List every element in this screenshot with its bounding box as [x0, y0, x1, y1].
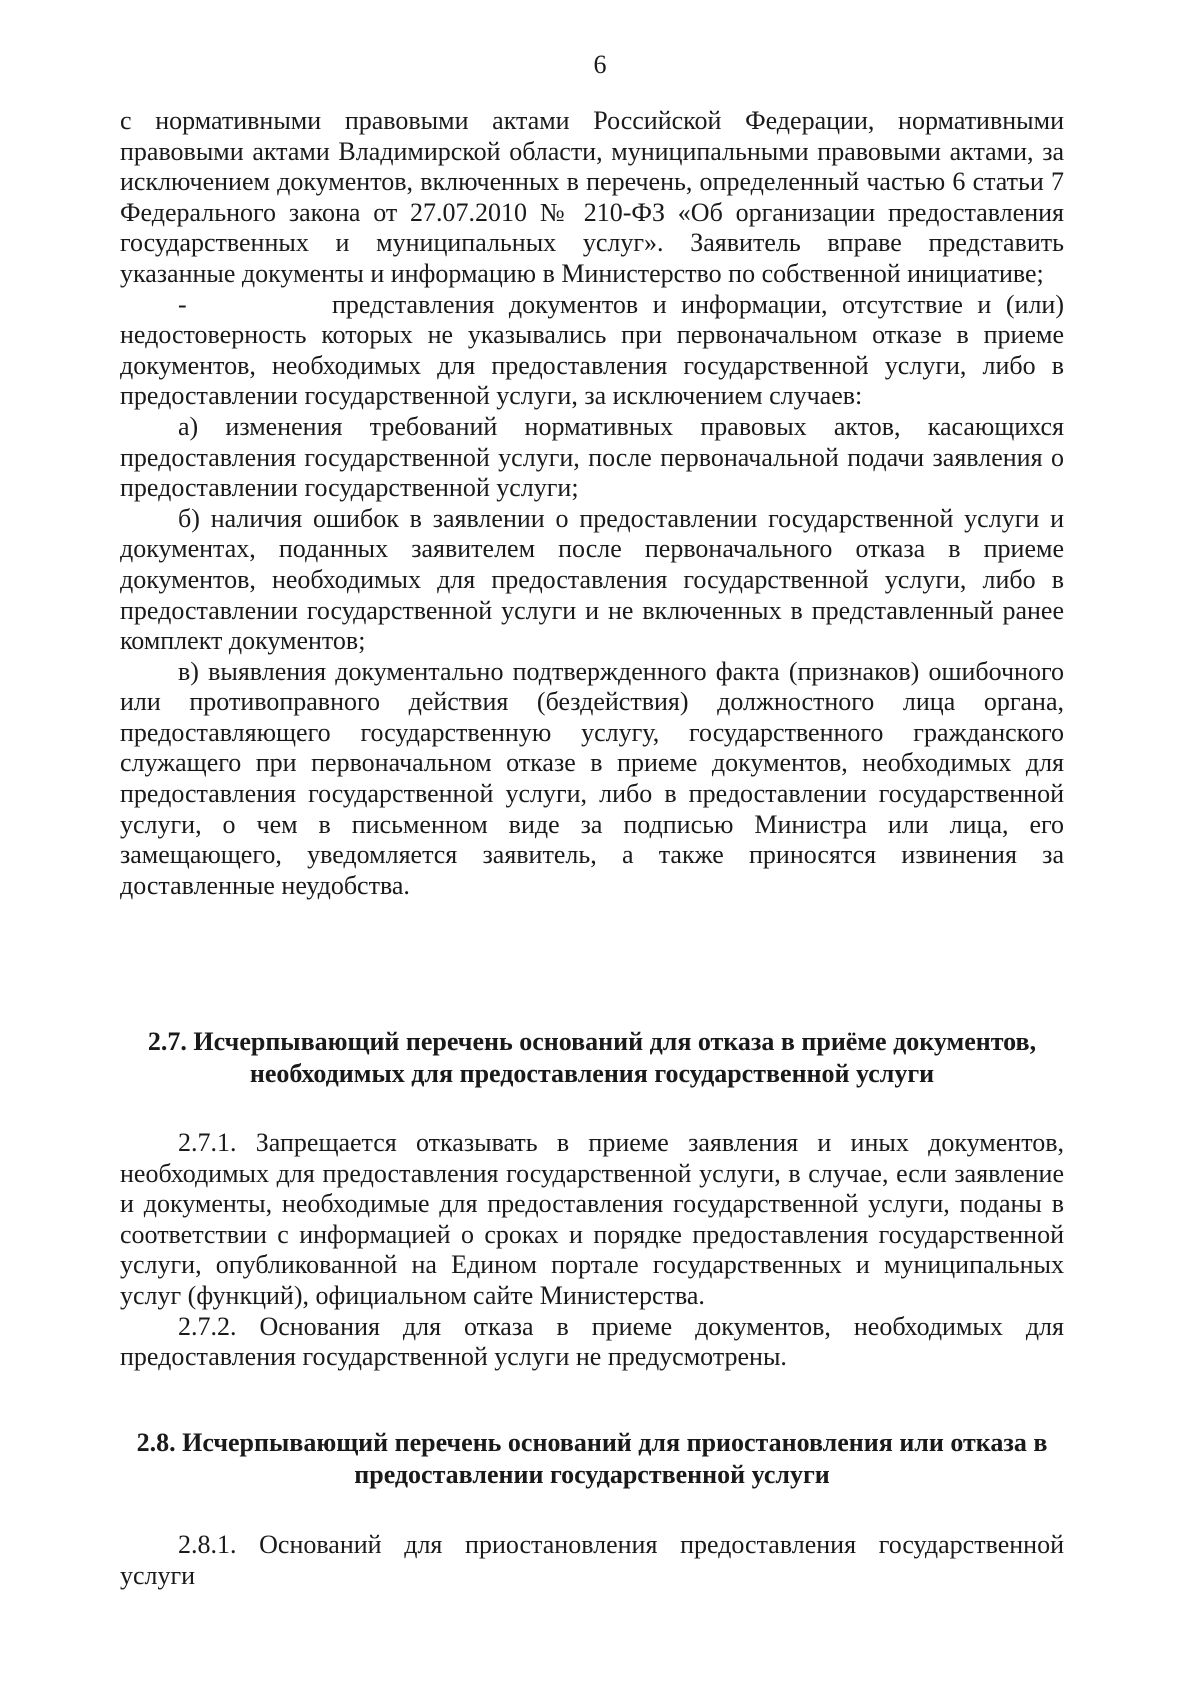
heading-line-1: 2.7. Исчерпывающий перечень оснований для отказа в приёме документов, [147, 1027, 1037, 1056]
section-heading-2-8 [120, 1427, 1064, 1491]
heading-line-2: необходимых для предоставления государственной услуги [249, 1059, 935, 1088]
paragraph-item-v: в) выявления документально подтвержденного факта (признаков) ошибочного или противоправного действия (бездействия) должностного лица органа, предоставляющего государственную услугу, государственного гражданского служащего при первоначальном отказе в приеме документов, необходимых для предоставления государственной услуги, либо в предоставлении государственной услуги, о чем в письменном виде за подписью Министра или лица, его замещающего, уведомляется заявитель, а также приносятся извинения за доставленные неудобства. [120, 656, 1064, 900]
paragraph-2-7-2: 2.7.2. Основания для отказа в приеме документов, необходимых для предоставления государственной услуги не предусмотрены. [120, 1311, 1064, 1372]
paragraph-continuation: с нормативными правовыми актами Российской Федерации, нормативными правовыми актами Владимирской области, муниципальными правовыми актами, за исключением документов, включенных в перечень, определенный частью 6 статьи 7 Федерального закона от 27.07.2010 № 210-ФЗ «Об организации предоставления государственных и муниципальных услуг». Заявитель вправе представить указанные документы и информацию в Министерство по собственной инициативе; [120, 106, 1064, 288]
paragraph-2-7-1: 2.7.1. Запрещается отказывать в приеме заявления и иных документов, необходимых для предоставления государственной услуги, в случае, если заявление и документы, необходимые для предоставления государственной услуги, поданы в соответствии с информацией о сроках и порядке предоставления государственной услуги, опубликованной на Едином портале государственных и муниципальных услуг (функций), официальном сайте Министерства. [120, 1128, 1064, 1310]
heading-line-1: 2.8. Исчерпывающий перечень оснований для приостановления или отказа в [136, 1428, 1048, 1457]
paragraph-dash-item: - представления документов и информации, отсутствие и (или) недостоверность которых не указывались при первоначальном отказе в приеме документов, необходимых для предоставления государственной услуги, либо в предоставлении государственной услуги, за исключением случаев: [120, 289, 1064, 411]
section-2-7-text [120, 1128, 1064, 1373]
section-heading-2-7 [120, 1026, 1064, 1090]
paragraph-item-a: а) изменения требований нормативных правовых актов, касающихся предоставления государственной услуги, после первоначальной подачи заявления о предоставлении государственной услуги; [120, 411, 1064, 503]
section-2-8-text [120, 1530, 1064, 1591]
paragraph-item-b: б) наличия ошибок в заявлении о предоставлении государственной услуги и документах, поданных заявителем после первоначального отказа в приеме документов, необходимых для предоставления государственной услуги, либо в предоставлении государственной услуги и не включенных в представленный ранее комплект документов; [120, 503, 1064, 656]
page-number: 6 [593, 50, 607, 79]
continuation-text [120, 106, 1064, 901]
heading-line-2: предоставлении государственной услуги [354, 1460, 830, 1489]
paragraph-2-8-1: 2.8.1. Оснований для приостановления предоставления государственной услуги [120, 1530, 1064, 1590]
